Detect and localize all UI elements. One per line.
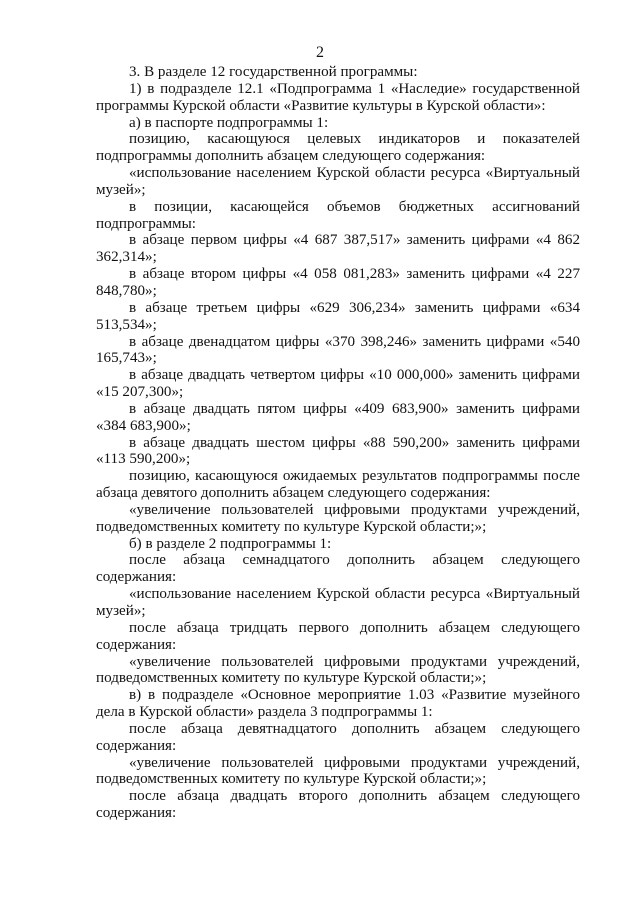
- paragraph: в абзаце двадцать пятом цифры «409 683,900» заменить цифрами «384 683,900»;: [96, 400, 580, 434]
- paragraph: 1) в подразделе 12.1 «Подпрограмма 1 «Наследие» государственной программы Курской области «Развитие культуры в Курской области»:: [96, 80, 580, 114]
- paragraph: в абзаце втором цифры «4 058 081,283» заменить цифрами «4 227 848,780»;: [96, 266, 580, 299]
- paragraph: «использование населением Курской области ресурса «Виртуальный музей»;: [96, 586, 580, 619]
- paragraph: позицию, касающуюся целевых индикаторов и показателей подпрограммы дополнить абзацем следующего содержания:: [96, 131, 580, 165]
- paragraph: в) в подразделе «Основное мероприятие 1.03 «Развитие музейного дела в Курской области» раздела 3 подпрограммы 1:: [96, 687, 580, 721]
- paragraph: «увеличение пользователей цифровыми продуктами учреждений, подведомственных комитету по культуре Курской области;»;: [96, 501, 580, 535]
- paragraph: «увеличение пользователей цифровыми продуктами учреждений, подведомственных комитету по культуре Курской области;»;: [96, 754, 580, 788]
- paragraph: в абзаце первом цифры «4 687 387,517» заменить цифрами «4 862 362,314»;: [96, 232, 580, 266]
- paragraph: в позиции, касающейся объемов бюджетных ассигнований подпрограммы:: [96, 198, 580, 232]
- paragraph: в абзаце двадцать четвертом цифры «10 000,000» заменить цифрами «15 207,300»;: [96, 367, 580, 401]
- paragraph: 3. В разделе 12 государственной программы:: [129, 64, 418, 80]
- document-body: [96, 64, 580, 822]
- page-number: 2: [316, 44, 324, 61]
- paragraph: после абзаца тридцать первого дополнить абзацем следующего содержания:: [96, 619, 580, 653]
- paragraph: после абзаца семнадцатого дополнить абзацем следующего содержания:: [96, 552, 580, 586]
- paragraph: а) в паспорте подпрограммы 1:: [129, 114, 329, 131]
- paragraph: после абзаца девятнадцатого дополнить абзацем следующего содержания:: [96, 720, 580, 754]
- paragraph: позицию, касающуюся ожидаемых результатов подпрограммы после абзаца девятого дополнить абзацем следующего содержания:: [96, 468, 580, 502]
- paragraph: в абзаце третьем цифры «629 306,234» заменить цифрами «634 513,534»;: [96, 299, 580, 333]
- paragraph: в абзаце двенадцатом цифры «370 398,246» заменить цифрами «540 165,743»;: [96, 333, 580, 367]
- paragraph: «использование населением Курской области ресурса «Виртуальный музей»;: [96, 165, 580, 198]
- paragraph: в абзаце двадцать шестом цифры «88 590,200» заменить цифрами «113 590,200»;: [96, 434, 580, 468]
- paragraph: б) в разделе 2 подпрограммы 1:: [129, 535, 332, 552]
- paragraph: после абзаца двадцать второго дополнить абзацем следующего содержания:: [96, 788, 580, 822]
- paragraph: «увеличение пользователей цифровыми продуктами учреждений, подведомственных комитету по культуре Курской области;»;: [96, 653, 580, 687]
